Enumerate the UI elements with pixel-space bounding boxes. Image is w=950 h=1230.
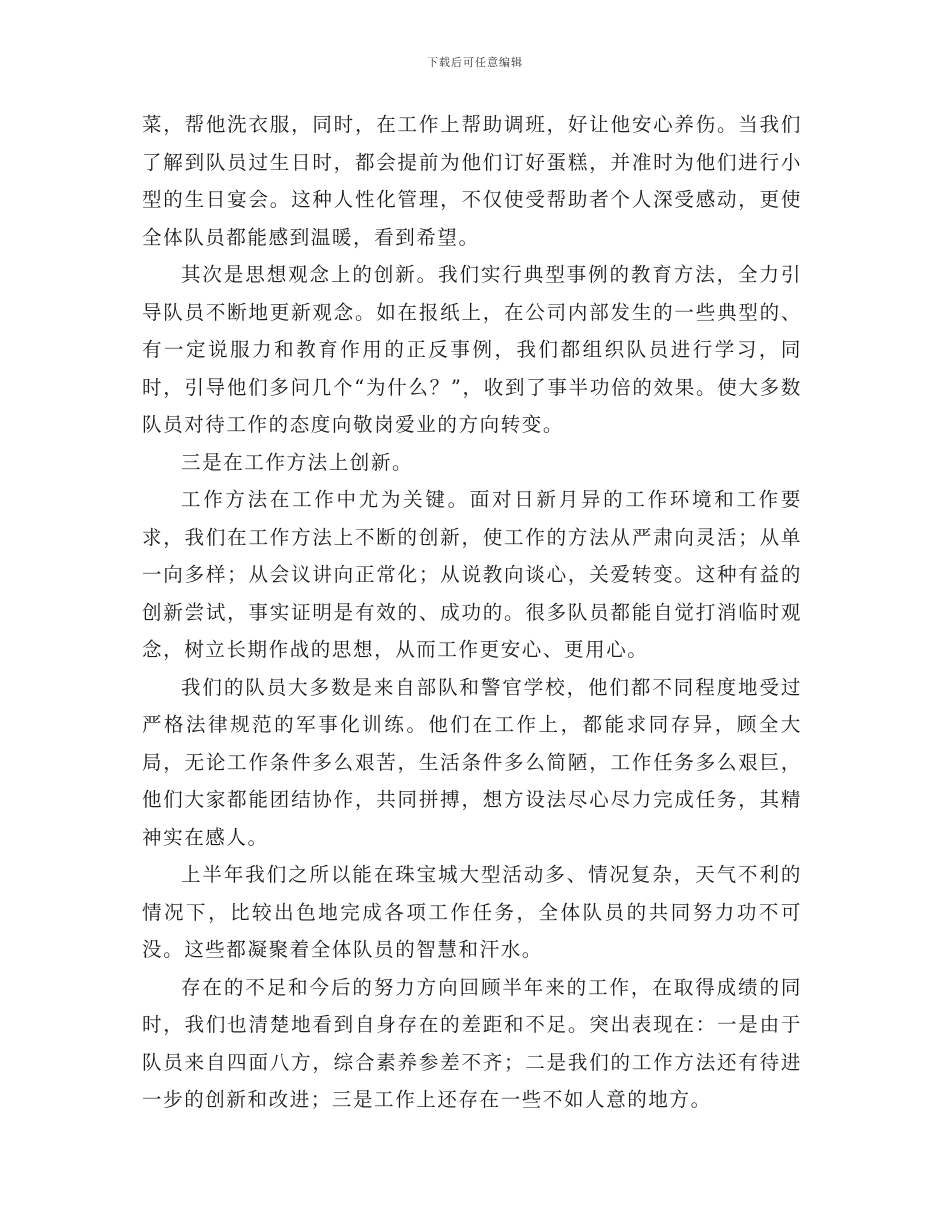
- paragraph-4: 工作方法在工作中尤为关键。面对日新月异的工作环境和工作要求，我们在工作方法上不断的创新，使工作的方法从严肃向灵活；从单一向多样；从会议讲向正常化；从说教向谈心，关爱转变。这种有益的创新尝试，事实证明是有效的、成功的。很多队员都能自觉打消临时观念，树立长期作战的思想，从而工作更安心、更用心。: [142, 488, 802, 661]
- paragraph-2: 其次是思想观念上的创新。我们实行典型事例的教育方法，全力引导队员不断地更新观念。如在报纸上，在公司内部发生的一些典型的、有一定说服力和教育作用的正反事例，我们都组织队员进行学习，同时，引导他们多问几个“为什么？”，收到了事半功倍的效果。使大多数队员对待工作的态度向敬岗爱业的方向转变。: [142, 263, 802, 436]
- page-header-note: 下载后可任意编辑: [427, 56, 523, 69]
- paragraph-5: 我们的队员大多数是来自部队和警官学校，他们都不同程度地受过严格法律规范的军事化训练。他们在工作上，都能求同存异，顾全大局，无论工作条件多么艰苦，生活条件多么简陋，工作任务多么艰巨，他们大家都能团结协作，共同拼搏，想方设法尽心尽力完成任务，其精神实在感人。: [142, 675, 802, 849]
- paragraph-7: 存在的不足和今后的努力方向回顾半年来的工作，在取得成绩的同时，我们也清楚地看到自身存在的差距和不足。突出表现在：一是由于队员来自四面八方，综合素养参差不齐；二是我们的工作方法还有待进一步的创新和改进；三是工作上还存在一些不如人意的地方。: [142, 975, 802, 1111]
- paragraph-1: 菜，帮他洗衣服，同时，在工作上帮助调班，好让他安心养伤。当我们了解到队员过生日时，都会提前为他们订好蛋糕，并准时为他们进行小型的生日宴会。这种人性化管理，不仅使受帮助者个人深受感动，更使全体队员都能感到温暖，看到希望。: [142, 113, 802, 249]
- document-body: [142, 106, 802, 1119]
- paragraph-3: 三是在工作方法上创新。: [181, 450, 414, 474]
- paragraph-6: 上半年我们之所以能在珠宝城大型活动多、情况复杂，天气不利的情况下，比较出色地完成各项工作任务，全体队员的共同努力功不可没。这些都凝聚着全体队员的智慧和汗水。: [142, 863, 802, 961]
